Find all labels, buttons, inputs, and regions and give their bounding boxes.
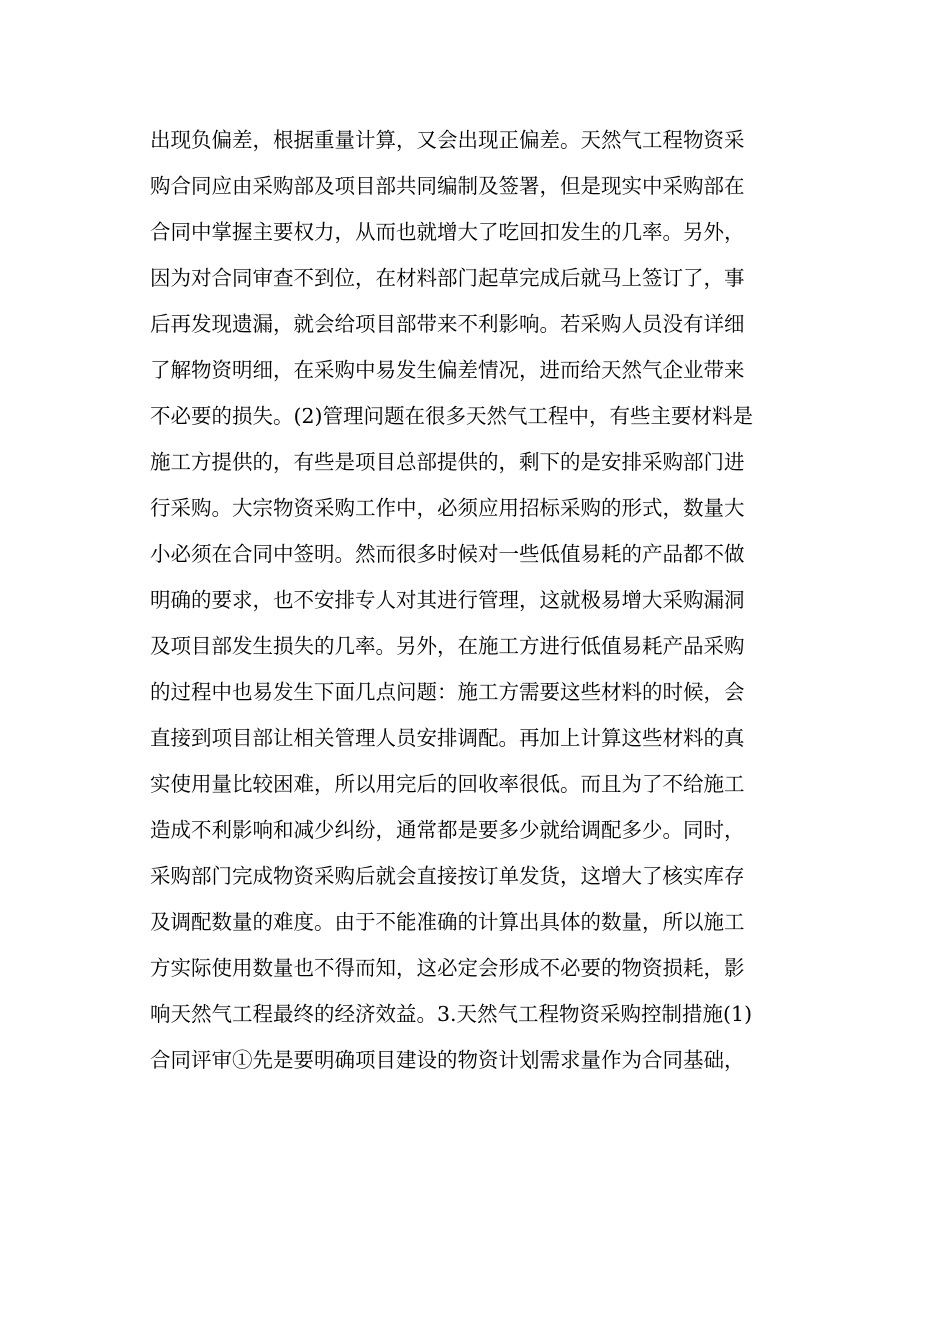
text-line-1: 出现负偏差，根据重量计算，又会出现正偏差。天然气工程物资采 — [150, 128, 745, 152]
text-line-2: 购合同应由采购部及项目部共同编制及签署，但是现实中采购部在 — [150, 174, 745, 198]
text-line-6: 了解物资明细，在采购中易发生偏差情况，进而给天然气企业带来 — [150, 358, 745, 382]
text-line-8: 施工方提供的，有些是项目总部提供的，剩下的是安排采购部门进 — [150, 450, 745, 474]
text-line-12: 及项目部发生损失的几率。另外，在施工方进行低值易耗产品采购 — [150, 634, 745, 658]
text-line-7: 不必要的损失。(2)管理问题在很多天然气工程中，有些主要材料是 — [150, 404, 754, 428]
text-line-9: 行采购。大宗物资采购工作中，必须应用招标采购的形式，数量大 — [150, 496, 745, 520]
text-line-15: 实使用量比较困难，所以用完后的回收率很低。而且为了不给施工 — [150, 772, 745, 796]
text-line-11: 明确的要求，也不安排专人对其进行管理，这就极易增大采购漏洞 — [150, 588, 745, 612]
text-line-14: 直接到项目部让相关管理人员安排调配。再加上计算这些材料的真 — [150, 726, 745, 750]
text-line-3: 合同中掌握主要权力，从而也就增大了吃回扣发生的几率。另外， — [150, 220, 745, 244]
text-line-21: 合同评审①先是要明确项目建设的物资计划需求量作为合同基础， — [150, 1048, 745, 1072]
body-text — [150, 117, 802, 1083]
text-line-4: 因为对合同审查不到位，在材料部门起草完成后就马上签订了，事 — [150, 266, 745, 290]
text-line-17: 采购部门完成物资采购后就会直接按订单发货，这增大了核实库存 — [150, 864, 745, 888]
text-line-20: 响天然气工程最终的经济效益。3.天然气工程物资采购控制措施(1) — [150, 1002, 753, 1026]
text-line-19: 方实际使用数量也不得而知，这必定会形成不必要的物资损耗，影 — [150, 956, 745, 980]
text-line-5: 后再发现遗漏，就会给项目部带来不利影响。若采购人员没有详细 — [150, 312, 745, 336]
text-line-13: 的过程中也易发生下面几点问题：施工方需要这些材料的时候，会 — [150, 680, 745, 704]
text-line-10: 小必须在合同中签明。然而很多时候对一些低值易耗的产品都不做 — [150, 542, 745, 566]
text-line-16: 造成不利影响和减少纠纷，通常都是要多少就给调配多少。同时， — [150, 818, 745, 842]
text-line-18: 及调配数量的难度。由于不能准确的计算出具体的数量，所以施工 — [150, 910, 745, 934]
